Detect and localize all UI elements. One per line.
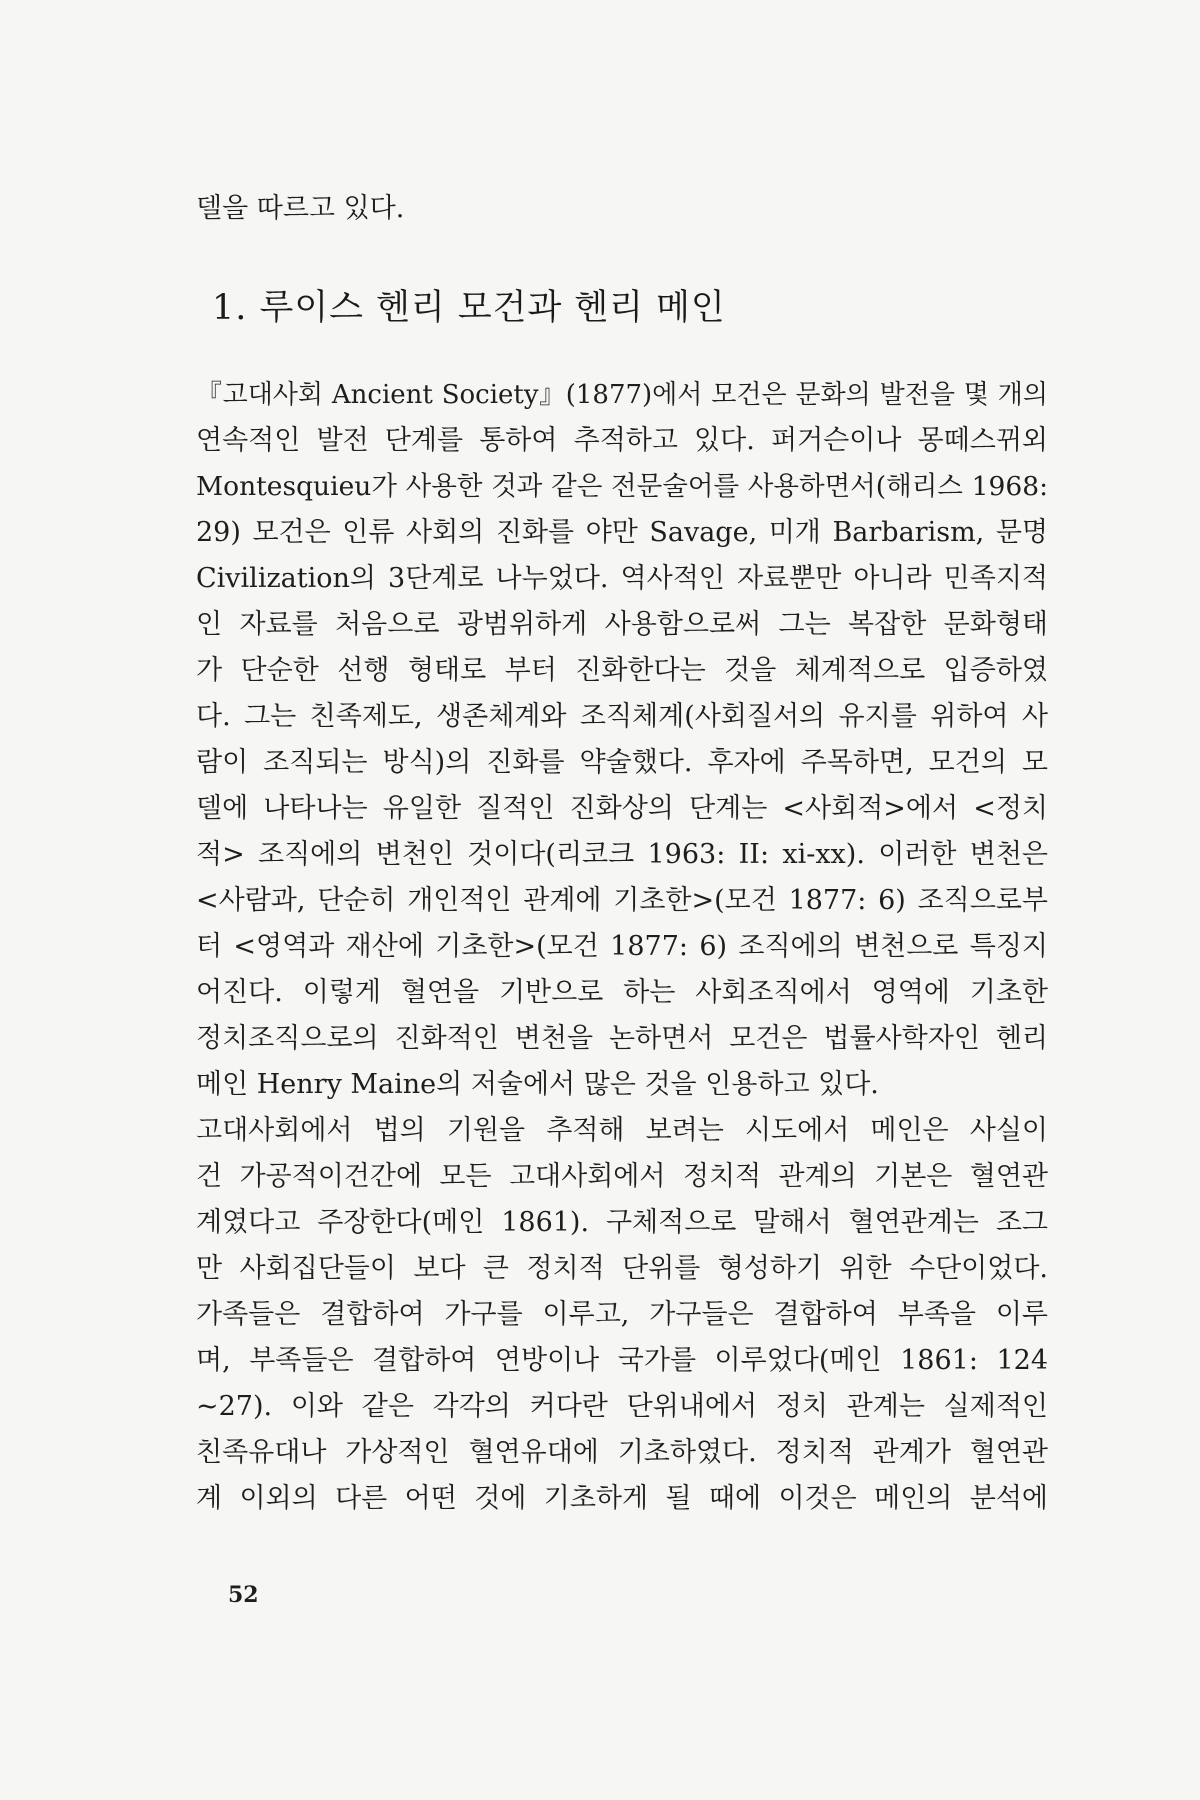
- text-line: 터 <영역과 재산에 기초한>(모건 1877: 6) 조직에의 변천으로 특징지: [196, 931, 1048, 962]
- text-line: Civilization의 3단계로 나누었다. 역사적인 자료뿐만 아니라 민족지적: [196, 563, 1048, 594]
- text-line: 친족유대나 가상적인 혈연유대에 기초하였다. 정치적 관계가 혈연관: [196, 1437, 1048, 1468]
- intro-text: [196, 186, 1048, 232]
- text-line: 적> 조직에의 변천인 것이다(리코크 1963: II: xi-xx). 이러한 변천은: [196, 839, 1048, 870]
- text-line: 정치조직으로의 진화적인 변천을 논하면서 모건은 법률사학자인 헨리: [196, 1023, 1048, 1054]
- text-line: <사람과, 단순히 개인적인 관계에 기초한>(모건 1877: 6) 조직으로부: [196, 885, 1048, 916]
- text-line: 계였다고 주장한다(메인 1861). 구체적으로 말해서 혈연관계는 조그: [196, 1207, 1048, 1238]
- text-line: 며, 부족들은 결합하여 연방이나 국가를 이루었다(메인 1861: 124: [196, 1345, 1048, 1376]
- text-line: 계 이외의 다른 어떤 것에 기초하게 될 때에 이것은 메인의 분석에: [196, 1483, 1048, 1514]
- text-line: 다. 그는 친족제도, 생존체계와 조직체계(사회질서의 유지를 위하여 사: [196, 701, 1048, 732]
- text-line: 만 사회집단들이 보다 큰 정치적 단위를 형성하기 위한 수단이었다.: [196, 1253, 1048, 1284]
- text-line: 연속적인 발전 단계를 통하여 추적하고 있다. 퍼거슨이나 몽떼스뀌외: [196, 425, 1048, 456]
- text-line: 가족들은 결합하여 가구를 이루고, 가구들은 결합하여 부족을 이루: [196, 1299, 1048, 1330]
- text-line: 『고대사회 Ancient Society』(1877)에서 모건은 문화의 발전을 몇 개의: [196, 380, 1048, 410]
- text-line: 메인 Henry Maine의 저술에서 많은 것을 인용하고 있다.: [196, 1069, 879, 1100]
- text-line: 어진다. 이렇게 혈연을 기반으로 하는 사회조직에서 영역에 기초한: [196, 977, 1048, 1008]
- text-line: 델에 나타나는 유일한 질적인 진화상의 단계는 <사회적>에서 <정치: [196, 793, 1048, 824]
- page-number: 52: [228, 1582, 259, 1608]
- text-line: 가 단순한 선행 형태로 부터 진화한다는 것을 체계적으로 입증하였: [196, 655, 1048, 686]
- text-line: 고대사회에서 법의 기원을 추적해 보려는 시도에서 메인은 사실이: [196, 1115, 1048, 1146]
- body-text: [196, 372, 1048, 1522]
- text-line: 인 자료를 처음으로 광범위하게 사용함으로써 그는 복잡한 문화형태: [196, 609, 1048, 640]
- section-heading: 1. 루이스 헨리 모건과 헨리 메인: [212, 288, 726, 328]
- text-line: ~27). 이와 같은 각각의 커다란 단위내에서 정치 관계는 실제적인: [196, 1391, 1048, 1422]
- text-line: 건 가공적이건간에 모든 고대사회에서 정치적 관계의 기본은 혈연관: [196, 1161, 1048, 1192]
- text-line: 람이 조직되는 방식)의 진화를 약술했다. 후자에 주목하면, 모건의 모: [196, 747, 1048, 778]
- intro-line: 델을 따르고 있다.: [196, 193, 405, 224]
- text-line: Montesquieu가 사용한 것과 같은 전문술어를 사용하면서(해리스 1968:: [196, 471, 1048, 502]
- text-line: 29) 모건은 인류 사회의 진화를 야만 Savage, 미개 Barbarism, 문명: [196, 517, 1048, 548]
